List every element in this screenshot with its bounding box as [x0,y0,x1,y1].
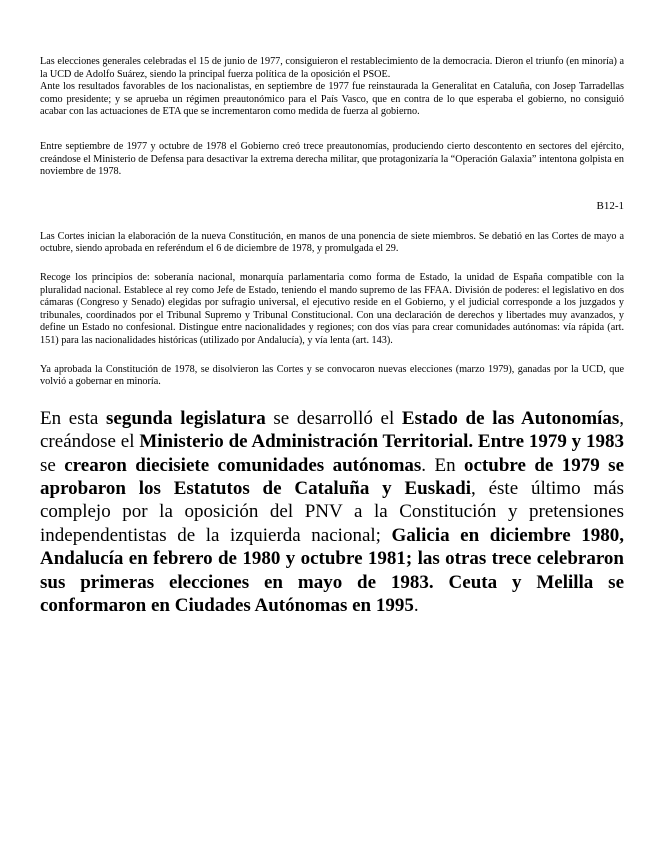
p7-text-6: , éste último más complejo por la oposición del PNV a la Constitución y pretensiones independentistas de la izquierda nacional; [40,477,624,546]
paragraph-2: Ante los resultados favorables de los nacionalistas, en septiembre de 1977 fue reinstaurada la Generalitat en Cataluña, con Josep Tarradellas como presidente; y se aprueba un régimen preautonómico para el País Vasco, que en contra de lo que esperaba el gobierno, no consiguió acabar con las actuaciones de ETA que se incrementaron como medida de fuerza al gobierno. [40,81,624,118]
paragraph-3: Entre septiembre de 1977 y octubre de 1978 el Gobierno creó trece preautonomías, produciendo cierto descontento en sectores del ejército, creándose el Ministerio de Defensa para desactivar la extrema derecha militar, que protagonizaría la “Operación Galaxia” intentona golpista en noviembre de 1978. [40,140,624,178]
p7-text-3: , creándose el [40,407,624,453]
p7-bold-6: Galicia en diciembre 1980, Andalucía en febrero de 1980 y octubre 1981; las otras trece celebraron sus primeras elecciones en mayo de 1983. Ceuta y Melilla se conformaron en Ciudades Autónomas en 1995 [40,524,624,616]
p7-text-2: se desarrolló el [265,407,402,429]
p7-bold-4: crearon diecisiete comunidades autónomas [64,454,422,476]
p7-text-7: . [413,594,419,616]
p7-bold-1: segunda legislatura [106,407,266,429]
paragraph-7 [40,407,624,618]
p7-text-4: se [40,454,65,476]
p7-bold-5: octubre de 1979 se aprobaron los Estatutos de Cataluña y Euskadi [40,454,624,499]
document-page [40,56,624,617]
p7-text-1: En esta [40,407,106,429]
paragraph-4: Las Cortes inician la elaboración de la nueva Constitución, en manos de una ponencia de siete miembros. Se debatió en las Cortes de mayo a octubre, siendo aprobada en referéndum el 6 de diciembre de 1978, y promulgada el 29. [40,230,624,255]
page-reference: B12-1 [596,199,624,212]
p7-text-5: . En [421,454,464,476]
paragraph-1: Las elecciones generales celebradas el 15 de junio de 1977, consiguieron el restablecimiento de la democracia. Dieron el triunfo (en minoría) a la UCD de Adolfo Suárez, siendo la principal fuerza política de la oposición el PSOE. [40,56,624,80]
paragraph-6: Ya aprobada la Constitución de 1978, se disolvieron las Cortes y se convocaron nuevas elecciones (marzo 1979), ganadas por la UCD, que volvió a gobernar en minoría. [40,363,624,388]
p7-bold-3: Ministerio de Administración Territorial. Entre 1979 y 1983 [139,431,624,453]
p7-bold-2: Estado de las Autonomías [401,407,620,429]
paragraph-5: Recoge los principios de: soberanía nacional, monarquía parlamentaria como forma de Estado, la unidad de España compatible con la pluralidad nacional. Establece al rey como Jefe de Estado, teniendo el mando supremo de las FFAA. División de poderes: el legislativo en dos cámaras (Congreso y Senado) elegidas por sufragio universal, el ejecutivo reside en el Gobierno, y el judicial corresponde a los juzgados y tribunales, coordinados por el Tribunal Supremo y Tribunal Constitucional. Con una declaración de derechos y libertades muy avanzados, y define un Estado no confesional. Distingue entre nacionalidades y regiones; con dos vías para crear comunidades autónomas: vía rápida (art. 151) para las nacionalidades históricas (utilizado por Andalucía), y vía lenta (art. 143). [40,271,624,346]
